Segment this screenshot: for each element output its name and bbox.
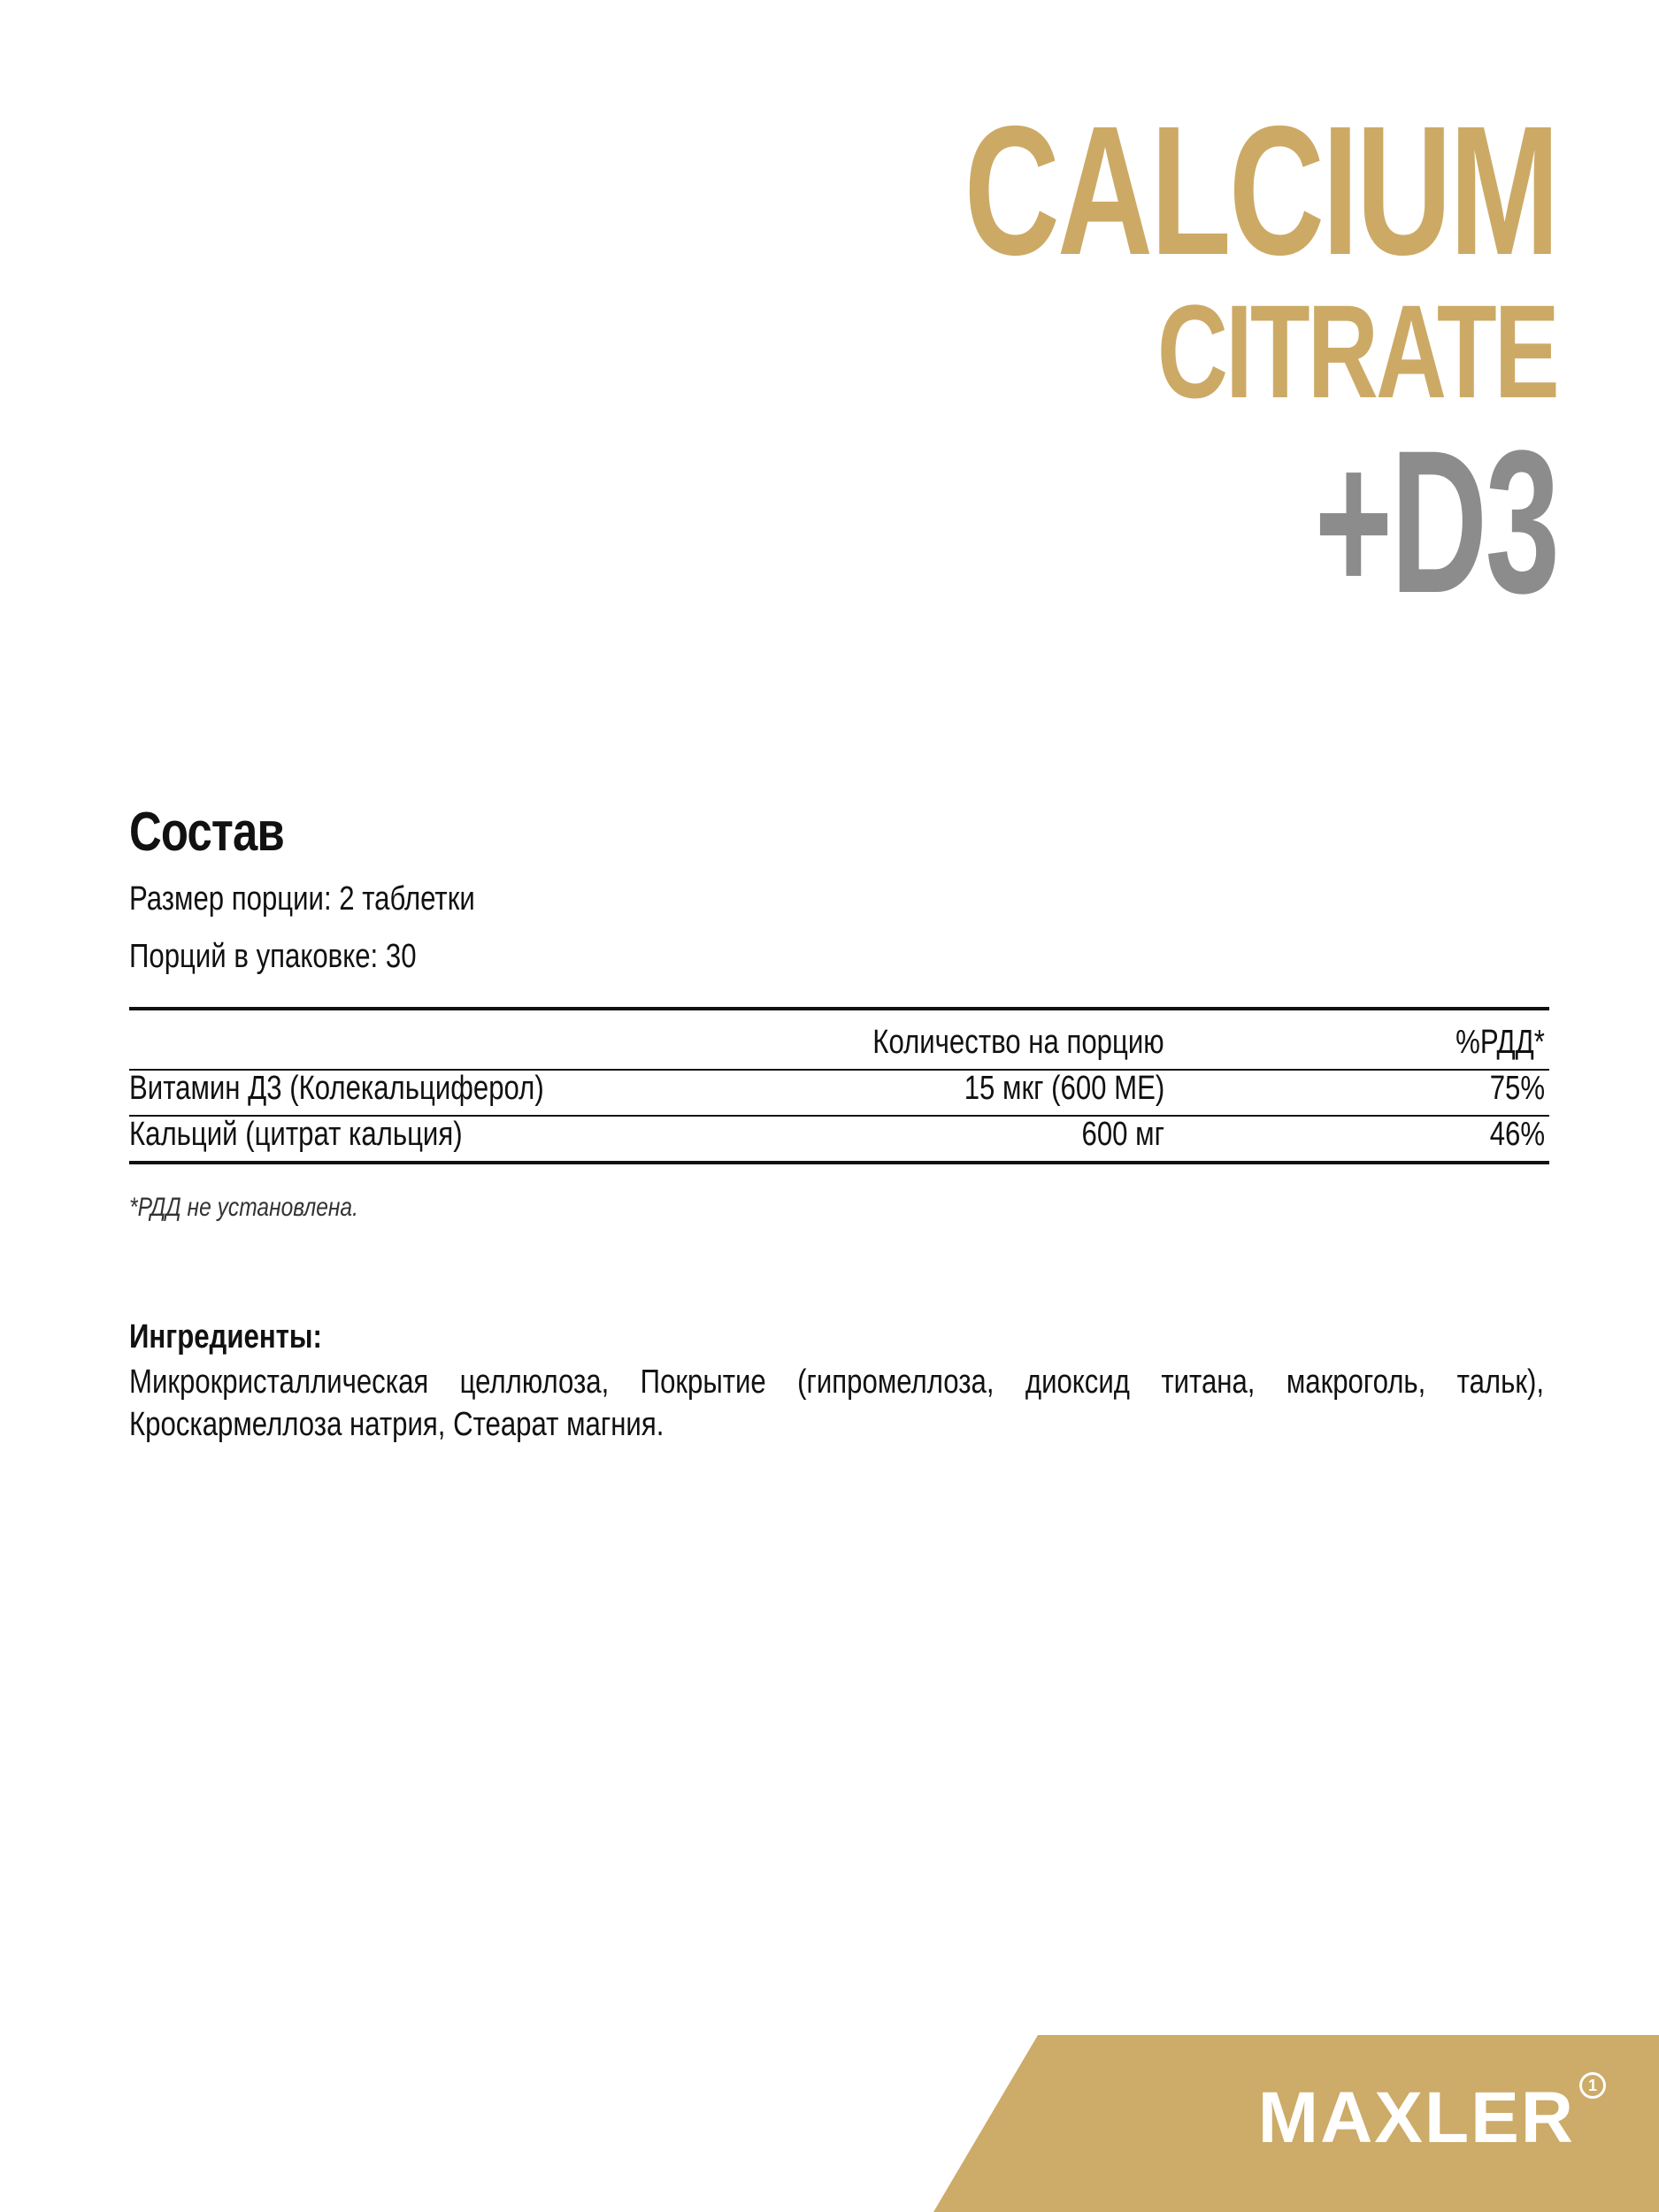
logo-circle-mark-icon: 1 [1579, 2072, 1606, 2099]
product-title-calcium: CALCIUM [964, 88, 1557, 294]
product-title-citrate: CITRATE [1156, 277, 1557, 426]
table-row [129, 1117, 1549, 1161]
product-title-d3: +D3 [1314, 408, 1557, 635]
table-row [129, 1071, 1549, 1115]
nutrient-name: Витамин Д3 (Колекальциферол) [129, 1070, 544, 1107]
nutrient-amount: 15 мкг (600 МЕ) [964, 1070, 1164, 1107]
table-header-row [129, 1010, 1549, 1069]
nutrient-name: Кальций (цитрат кальция) [129, 1116, 463, 1153]
column-header-amount: Количество на порцию [872, 1024, 1164, 1061]
column-header-rdi: %РДД* [1455, 1024, 1545, 1061]
ingredients-text: Микрокристаллическая целлюлоза, Покрытие (гипромеллоза, диоксид титана, макроголь, тальк), Кроскармеллоза натрия, Стеарат магния. [129, 1363, 1544, 1443]
nutrient-rdi: 75% [1489, 1070, 1545, 1107]
servings-per-container: Порций в упаковке: 30 [129, 938, 417, 975]
rdi-footnote: *РДД не установлена. [129, 1193, 358, 1222]
maxler-logo: MAXLER [1257, 2078, 1575, 2158]
brand-band [933, 2035, 1659, 2212]
ingredients-heading: Ингредиенты: [129, 1318, 322, 1356]
nutrition-table [129, 1007, 1549, 1164]
composition-heading: Состав [129, 802, 284, 863]
nutrient-amount: 600 мг [1081, 1116, 1164, 1153]
table-bottom-rule [129, 1161, 1549, 1164]
serving-size: Размер порции: 2 таблетки [129, 880, 475, 918]
nutrient-rdi: 46% [1489, 1116, 1545, 1153]
